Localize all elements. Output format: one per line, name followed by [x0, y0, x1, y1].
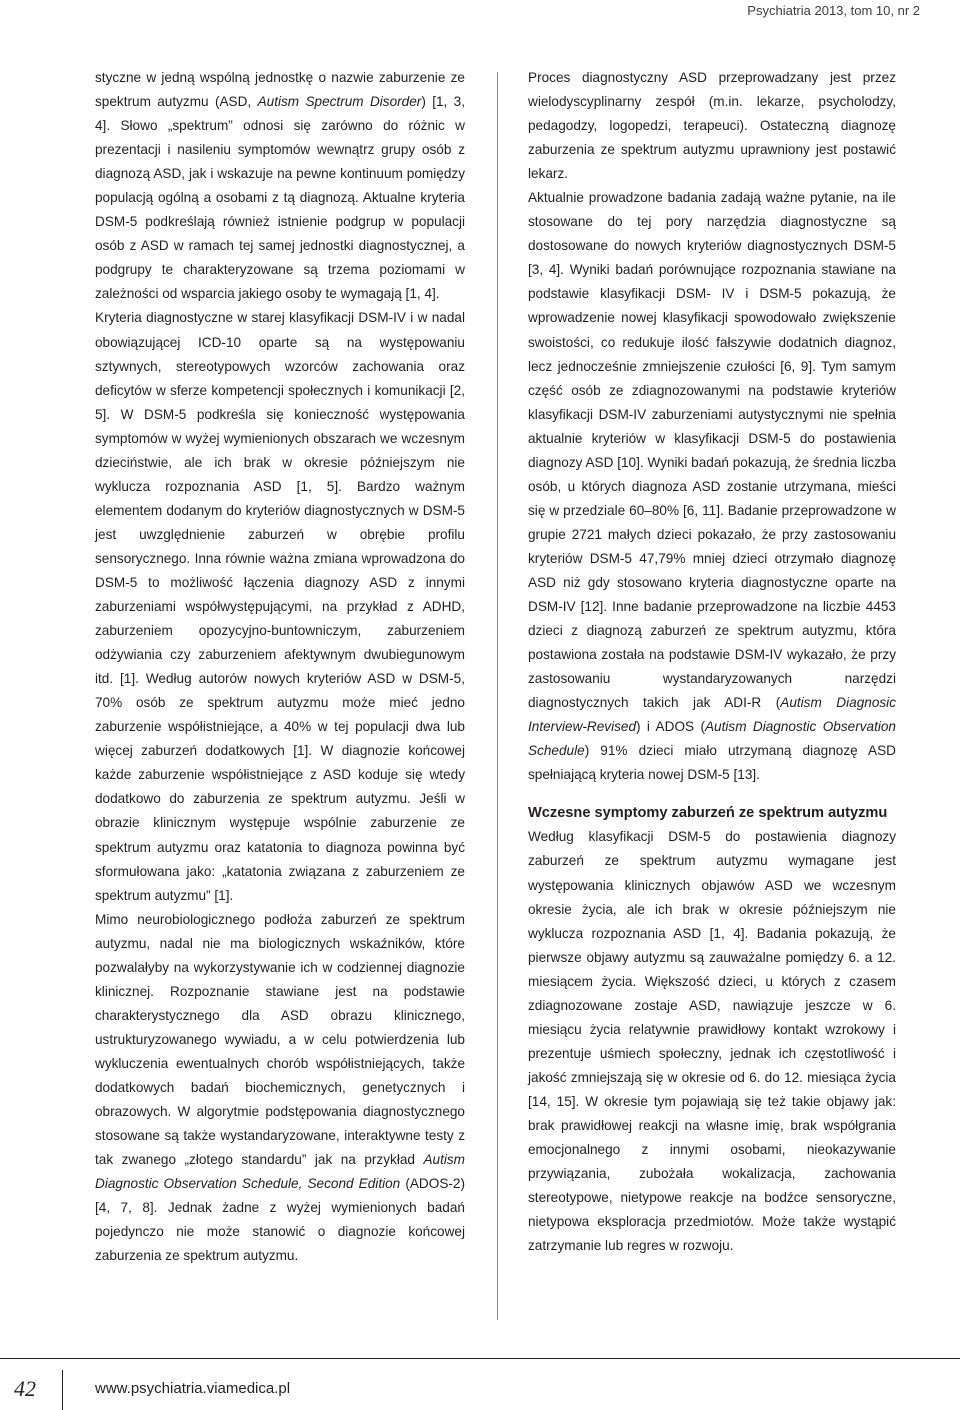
footer-separator	[62, 1370, 63, 1410]
page-number: 42	[14, 1376, 36, 1401]
column-divider	[497, 72, 498, 1320]
paragraph: Aktualnie prowadzone badania zadają ważne pytanie, na ile stosowane do tej pory narzędzia diagnostyczne są dostosowane do nowych kryteriów diagnostycznych DSM-5 [3, 4]. Wyniki badań porównujące rozpoznania stawiane na podstawie klasyfikacji DSM- IV i DSM-5 pokazują, że wprowadzenie nowej klasyfikacji spowodowało zwiększenie swoistości, co redukuje ilość fałszywie dodatnich diagnoz, lecz jednocześnie zmniejszenie czułości [6, 9]. Tym samym część osób ze zdiagnozowanymi na podstawie kryteriów klasyfikacji DSM-IV zaburzeniami autystycznymi nie spełnia aktualnie kryteriów w klasyfikacji DSM-5 do postawienia diagnozy ASD [10]. Wyniki badań pokazują, że średnia liczba osób, u których diagnoza ASD zostanie utrzymana, mieści się w przedziale 60–80% [6, 11]. Badanie przeprowadzone w grupie 2721 małych dzieci pokazało, że przy zastosowaniu kryteriów DSM-5 47,79% mniej dzieci otrzymało diagnozę ASD niż gdy stosowano kryteria diagnostyczne oparte na DSM-IV [12]. Inne badanie przeprowadzone na liczbie 4453 dzieci z diagnozą zaburzeń ze spektrum autyzmu, która postawiona została na podstawie DSM-IV wykazało, że przy zastosowaniu wystandaryzowanych narzędzi diagnostycznych takich jak ADI-R (Autism Diagnosic Interview-Revised) i ADOS (Autism Diagnostic Observation Schedule) 91% dzieci miało utrzymaną diagnozę ASD spełniającą kryteria nowej DSM-5 [13].	[528, 190, 897, 783]
paragraph: Według klasyfikacji DSM-5 do postawienia diagnozy zaburzeń ze spektrum autyzmu wymagane jest występowania klinicznych objawów ASD we wczesnym okresie życia, ale ich brak w okresie późniejszym nie wyklucza rozpoznania ASD [1, 4]. Badania pokazują, że pierwsze objawy autyzmu są zauważalne pomiędzy 6. a 12. miesiącem życia. Większość dzieci, u których z czasem zdiagnozowane zostaje ASD, nawiązuje jeszcze w 6. miesiącu życia relatywnie prawidłowy kontakt wzrokowy i prezentuje uśmiech społeczny, jednak ich częstotliwość i jakość zmniejszają się w okresie od 6. do 12. miesiąca życia [14, 15]. W okresie tym pojawiają się też takie objawy jak: brak prawidłowej reakcji na własne imię, brak współgrania emocjonalnego z innymi osobami, nieokazywanie przywiązania, zubożała wokalizacja, zachowania stereotypowe, nietypowe reakcje na bodźce sensoryczne, nietypowa eksploracja przedmiotów. Może także wystąpić zatrzymanie lub regres w rozwoju.	[528, 829, 896, 1254]
right-column	[528, 66, 896, 1258]
paragraph: Proces diagnostyczny ASD przeprowadzany jest przez wielodyscyplinarny zespół (m.in. lekarze, psycholodzy, pedagodzy, logopedzi, terapeuci). Ostateczną diagnozę zaburzenia ze spektrum autyzmu uprawniony jest postawić lekarz.	[528, 70, 896, 182]
footer-rule	[0, 1358, 960, 1359]
paragraph: Kryteria diagnostyczne w starej klasyfikacji DSM-IV i w nadal obowiązującej ICD-10 oparte są na występowaniu sztywnych, stereotypowych wzorców zachowania oraz deficytów w sferze kompetencji społecznych i komunikacji [2, 5]. W DSM-5 podkreśla się konieczność występowania symptomów w wyżej wymienionych obszarach we wczesnym dzieciństwie, ale ich brak w okresie późniejszym nie wyklucza rozpoznania ASD [1, 5]. Bardzo ważnym elementem dodanym do kryteriów diagnostycznych w DSM-5 jest uwzględnienie zaburzeń w obrębie profilu sensorycznego. Inna równie ważna zmiana wprowadzona do DSM-5 to możliwość łączenia diagnozy ASD z innymi zaburzeniami współwystępującymi, na przykład z ADHD, zaburzeniem opozycyjno-buntowniczym, zaburzeniem odżywiania czy zaburzeniem afektywnym dwubiegunowym itd. [1]. Według autorów nowych kryteriów ASD w DSM-5, 70% osób ze spektrum autyzmu może mieć jedno zaburzenie współistniejące, a 40% w tej populacji dwa lub więcej zaburzeń dodatkowych [1]. W diagnozie końcowej każde zaburzenie współistniejące z ASD koduje się wtedy dodatkowo do zaburzenia ze spektrum autyzmu. Jeśli w obrazie klinicznym występuje wspólnie zaburzenie ze spektrum autyzmu oraz katatonia to diagnoza powinna być sformułowana jako: „katatonia związana z zaburzeniem ze spektrum autyzmu” [1].	[95, 310, 465, 903]
left-column	[95, 66, 465, 1268]
section-heading: Wczesne symptomy zaburzeń ze spektrum autyzmu	[528, 805, 888, 822]
footer-url[interactable]: www.psychiatria.viamedica.pl	[95, 1380, 291, 1397]
paragraph: Mimo neurobiologicznego podłoża zaburzeń ze spektrum autyzmu, nadal nie ma biologicznych wskaźników, które pozwalałyby na wykorzystywanie ich w codziennej diagnozie klinicznej. Rozpoznanie stawiane jest na podstawie charakterystycznego dla ASD obrazu klinicznego, ustrukturyzowanego wywiadu, a w celu potwierdzenia lub wykluczenia ewentualnych chorób współistniejących, także dodatkowych badań biochemicznych, genetycznych i obrazowych. W algorytmie podstępowania diagnostycznego stosowane są także wystandaryzowane, interaktywne testy z tak zwanego „złotego standardu” jak na przykład Autism Diagnostic Observation Schedule, Second Edition (ADOS-2) [4, 7, 8]. Jednak żadne z wyżej wymienionych badań pojedynczo nie może stanowić o diagnozie końcowej zaburzenia ze spektrum autyzmu.	[95, 911, 466, 1264]
paragraph: styczne w jedną wspólną jednostkę o nazwie zaburzenie ze spektrum autyzmu (ASD, Autism Spectrum Disorder) [1, 3, 4]. Słowo „spektrum” odnosi się zarówno do różnic w prezentacji i nasileniu symptomów wewnątrz grupy osób z diagnozą ASD, jak i wskazuje na pewne kontinuum pomiędzy populacją ogólną a osobami z tą diagnozą. Aktualne kryteria DSM-5 podkreślają również istnienie podgrup w populacji osób z ASD w ramach tej samej jednostki diagnostycznej, a podgrupy te charakteryzowane są trzema poziomami w zależności od wsparcia jakiego osoby te wymagają [1, 4].	[95, 70, 466, 302]
running-head: Psychiatria 2013, tom 10, nr 2	[747, 3, 920, 18]
